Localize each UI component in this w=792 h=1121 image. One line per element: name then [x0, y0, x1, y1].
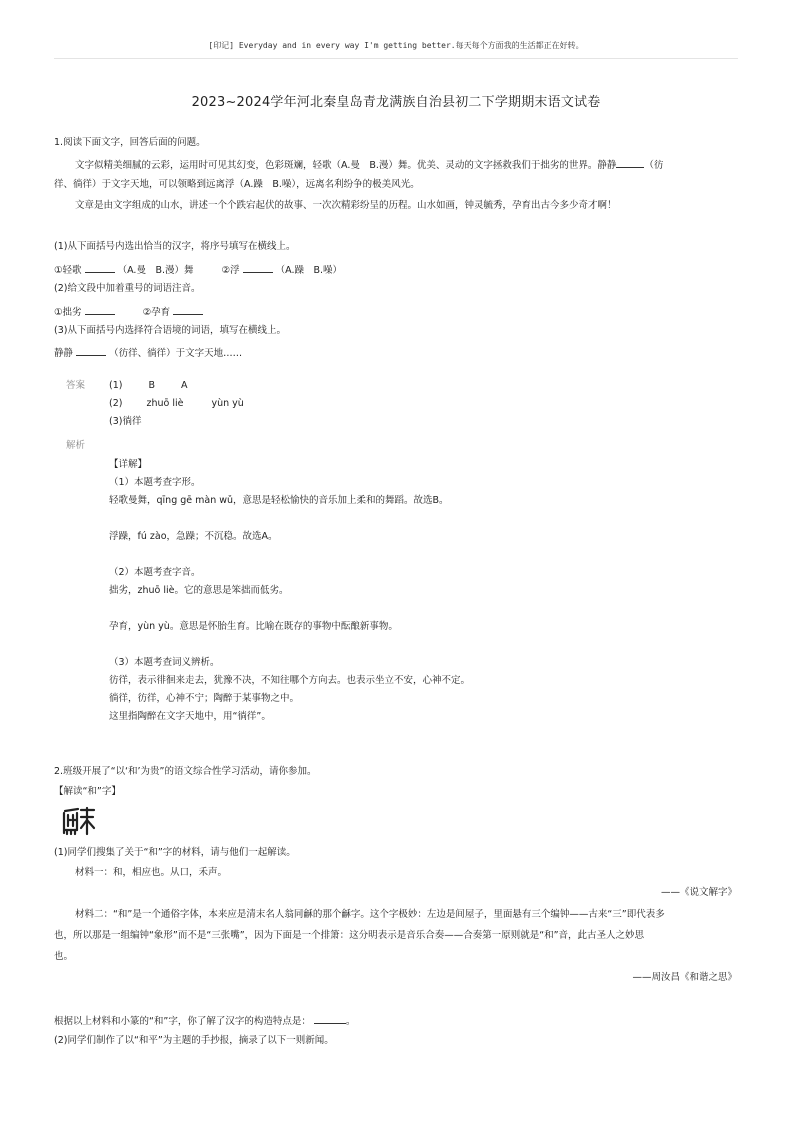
q2-material-1: 材料一：和，相应也。从口，禾声。 [75, 867, 228, 878]
q1-sub1-item-b-options: （A.躁 B.噪） [275, 265, 343, 276]
analysis-s2a: 拙劣，zhuō liè。它的意思是笨拙而低劣。 [109, 585, 289, 596]
answer-1-num: (1) [109, 380, 123, 391]
seal-script-he-icon [62, 806, 96, 836]
q2-feature-question [54, 1013, 355, 1028]
top-divider [54, 58, 738, 59]
answer-1-a: B [148, 380, 155, 391]
top-banner: [印记] Everyday and in every way I'm getting better.每天每个方面我的生活都正在好转。 [208, 41, 584, 50]
q2-material-1-source: ——《说文解字》 [660, 887, 737, 898]
q2-sub1: (1)同学们搜集了关于“和”字的材料，请与他们一起解读。 [54, 847, 296, 858]
answer-2-a: zhuō liè [146, 398, 184, 409]
answer-label: 答案 [66, 380, 86, 391]
answer-1-b: A [181, 380, 188, 391]
q1-passage-text-1: 文字似精美细腻的云彩，运用时可见其幻变，色彩斑斓，轻歌（A.曼 B.漫）舞。优美、灵动的文字拯救我们于拙劣的世界。静静 [75, 160, 617, 171]
analysis-s2: （2）本题考查字音。 [109, 567, 201, 578]
analysis-label: 解析 [66, 440, 86, 451]
q2-stem: 2.班级开展了“以‘和’为贵”的语文综合性学习活动，请你参加。 [54, 766, 317, 777]
answer-line-3: (3)徜徉 [109, 416, 142, 427]
page-title: 2023~2024学年河北秦皇岛青龙满族自治县初二下学期期末语文试卷 [191, 95, 601, 110]
analysis-s1: （1）本题考查字形。 [109, 477, 201, 488]
q1-sub1-item-a: ①轻歌 [54, 265, 82, 276]
q1-passage-text-2: （彷 [644, 160, 664, 171]
q2-material-2-source: ——周汝昌《和谐之思》 [632, 972, 737, 983]
q1-sub3-blank[interactable] [76, 345, 106, 356]
q2-feature-end: 。 [345, 1016, 356, 1027]
q1-sub1-blank-b[interactable] [243, 262, 273, 273]
q2-material-2-line-3: 也。 [54, 951, 74, 962]
q1-blank-hesitate[interactable] [616, 157, 644, 168]
q2-feature-blank[interactable] [314, 1013, 346, 1024]
q1-passage-line-3: 文章是由文字组成的山水，讲述一个个跌宕起伏的故事、一次次精彩纷呈的历程。山水如画，钟灵毓秀，孕育出古今多少奇才啊！ [75, 200, 617, 211]
q1-sub2-item-a: ①拙劣 [54, 307, 82, 318]
q2-section-title: 【解读“和”字】 [54, 786, 121, 797]
q1-sub3-item [54, 345, 242, 360]
q1-passage-line-1 [75, 157, 663, 172]
analysis-s3c: 这里指陶醉在文字天地中，用“徜徉”。 [109, 711, 271, 722]
q1-sub1-blank-a[interactable] [85, 262, 115, 273]
answer-2-b: yùn yù [211, 398, 244, 409]
answer-2-num: (2) [109, 398, 123, 409]
q2-material-2-line-1: 材料二：“和”是一个通俗字体，本来应是清末名人翁同龢的那个龢字。这个字极妙：左边是间屋子，里面悬有三个编钟——古来“三”即代表多 [75, 909, 665, 920]
analysis-s3a: 彷徉，表示徘徊来走去，犹豫不决，不知往哪个方向去。也表示坐立不安，心神不定。 [109, 675, 471, 686]
q1-sub2-items [54, 304, 203, 319]
q1-sub3-item-lead: 静静 [54, 348, 74, 359]
q2-sub2: (2)同学们制作了以“和平”为主题的手抄报，摘录了以下一则新闻。 [54, 1035, 334, 1046]
q1-sub1-item-a-options: （A.曼 B.漫）舞 [117, 265, 194, 276]
analysis-s1a: 轻歌曼舞，qīng gē màn wǔ，意思是轻松愉快的音乐加上柔和的舞蹈。故选B。 [109, 495, 449, 506]
q2-feature-text: 根据以上材料和小篆的“和”字，你了解了汉字的构造特点是： [54, 1016, 311, 1027]
q1-sub3: (3)从下面括号内选择符合语境的词语，填写在横线上。 [54, 325, 286, 336]
q1-stem: 1.阅读下面文字，回答后面的问题。 [54, 137, 206, 148]
analysis-heading: 【详解】 [109, 459, 148, 470]
q1-sub3-item-tail: （彷徉、徜徉）于文字天地…… [109, 348, 243, 359]
q2-material-2-line-2: 也，所以那是一组编钟“象形”而不是“三张嘴”，因为下面是一个排箫：这分明表示是音乐合奏——合奏第一原则就是“和”音，此古圣人之妙思 [54, 930, 645, 941]
q1-sub2-item-b: ②孕育 [142, 307, 171, 318]
q1-sub2-blank-a[interactable] [85, 304, 115, 315]
q1-sub1: (1)从下面括号内选出恰当的汉字，将序号填写在横线上。 [54, 241, 296, 252]
analysis-s1b: 浮躁，fú zào，急躁；不沉稳。故选A。 [109, 531, 278, 542]
q1-sub2-blank-b[interactable] [173, 304, 203, 315]
analysis-s2b: 孕育，yùn yù。意思是怀胎生育。比喻在既存的事物中酝酿新事物。 [109, 621, 398, 632]
analysis-s3b: 徜徉，彷徉，心神不宁；陶醉于某事物之中。 [109, 693, 300, 704]
q1-sub1-item-b: ②浮 [221, 265, 240, 276]
q1-passage-line-2: 徉、徜徉）于文字天地，可以领略到远离浮（A.躁 B.噪），远离名利纷争的极美风光。 [54, 179, 420, 190]
answer-line-2 [109, 397, 244, 410]
q1-sub2: (2)给文段中加着重号的词语注音。 [54, 283, 201, 294]
answer-line-1 [109, 379, 188, 392]
analysis-s3: （3）本题考查词义辨析。 [109, 657, 220, 668]
q1-sub1-items [54, 262, 342, 277]
